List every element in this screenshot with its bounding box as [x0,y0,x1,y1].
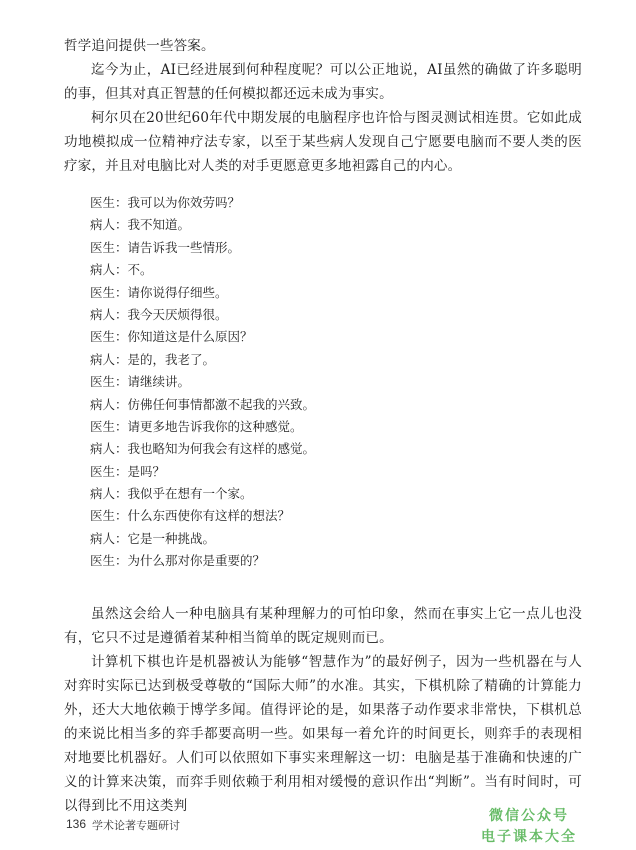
dialogue-line: 医生：你知道这是什么原因？ [90,329,253,345]
paragraph-continued: 哲学追问提供一些答案。 [64,38,215,54]
page-number: 136 [66,817,87,831]
dialogue-line: 医生：请更多地告诉我你的这种感觉。 [90,418,303,434]
watermark-line-2: 电子课本大全 [481,829,577,845]
watermark-line-1: 微信公众号 [489,808,569,824]
dialogue-line: 病人：是的，我老了。 [90,351,216,367]
running-footer-title: 学术论著专题研讨 [92,819,180,832]
dialogue-line: 医生：为什么那对你是重要的？ [90,553,266,569]
dialogue-line: 病人：我也略知为何我会有这样的感觉。 [90,441,316,457]
paragraph-illusion: 虽然这会给人一种电脑具有某种理解力的可怕印象，然而在事实上它一点儿也没有，它只不过是遵循着某种相当简单的既定规则而已。 [64,606,582,646]
paragraph-chess: 计算机下棋也许是机器被认为能够“智慧作为”的最好例子，因为一些机器在与人对弈时实际已达到极受尊敬的“国际大师”的水准。其实，下棋机除了精确的计算能力外，还大大地依赖于博学多闻。值得评论的是，如果落子动作要求非常快，下棋机总的来说比相当多的弈手都要高明一些。如果每一着允许的时间更长，则弈手的表现相对地要比机器好。人们可以依照如下事实来理解这一切：电脑是基于准确和快速的广义的计算来决策，而弈手则依赖于利用相对缓慢的意识作出“判断”。当有时间时，可以得到比不用这类判 [64,654,582,814]
dialogue-line: 医生：什么东西使你有这样的想法？ [90,508,291,524]
dialogue-line: 医生：请继续讲。 [90,374,191,390]
dialogue-line: 病人：不。 [90,262,153,278]
dialogue-line: 病人：我今天厌烦得很。 [90,306,228,322]
dialogue-line: 医生：我可以为你效劳吗？ [90,195,241,210]
dialogue-line: 病人：我似乎在想有一个家。 [90,486,253,502]
paragraph-colby-program: 柯尔贝在20世纪60年代中期发展的电脑程序也许恰与图灵测试相连贯。它如此成功地模拟成一位精神疗法专家，以至于某些病人发现自己宁愿要电脑而不要人类的医疗家，并且对电脑比对人类的对手更愿意更多地袒露自己的内心。 [64,110,582,174]
dialogue-line: 医生：请你说得仔细些。 [90,284,228,300]
dialogue-line: 病人：它是一种挑战。 [90,530,216,546]
dialogue-line: 病人：我不知道。 [90,217,191,233]
paragraph-ai-progress: 迄今为止，AI已经进展到何种程度呢？可以公正地说，AI虽然的确做了许多聪明的事，但其对真正智慧的任何模拟都还远未成为事实。 [64,62,582,102]
dialogue-line: 病人：仿佛任何事情都激不起我的兴致。 [90,396,316,412]
dialogue-line: 医生：请告诉我一些情形。 [90,239,241,255]
watermark [454,806,604,848]
doctor-patient-dialogue [90,192,530,573]
dialogue-line: 医生：是吗？ [90,463,166,479]
